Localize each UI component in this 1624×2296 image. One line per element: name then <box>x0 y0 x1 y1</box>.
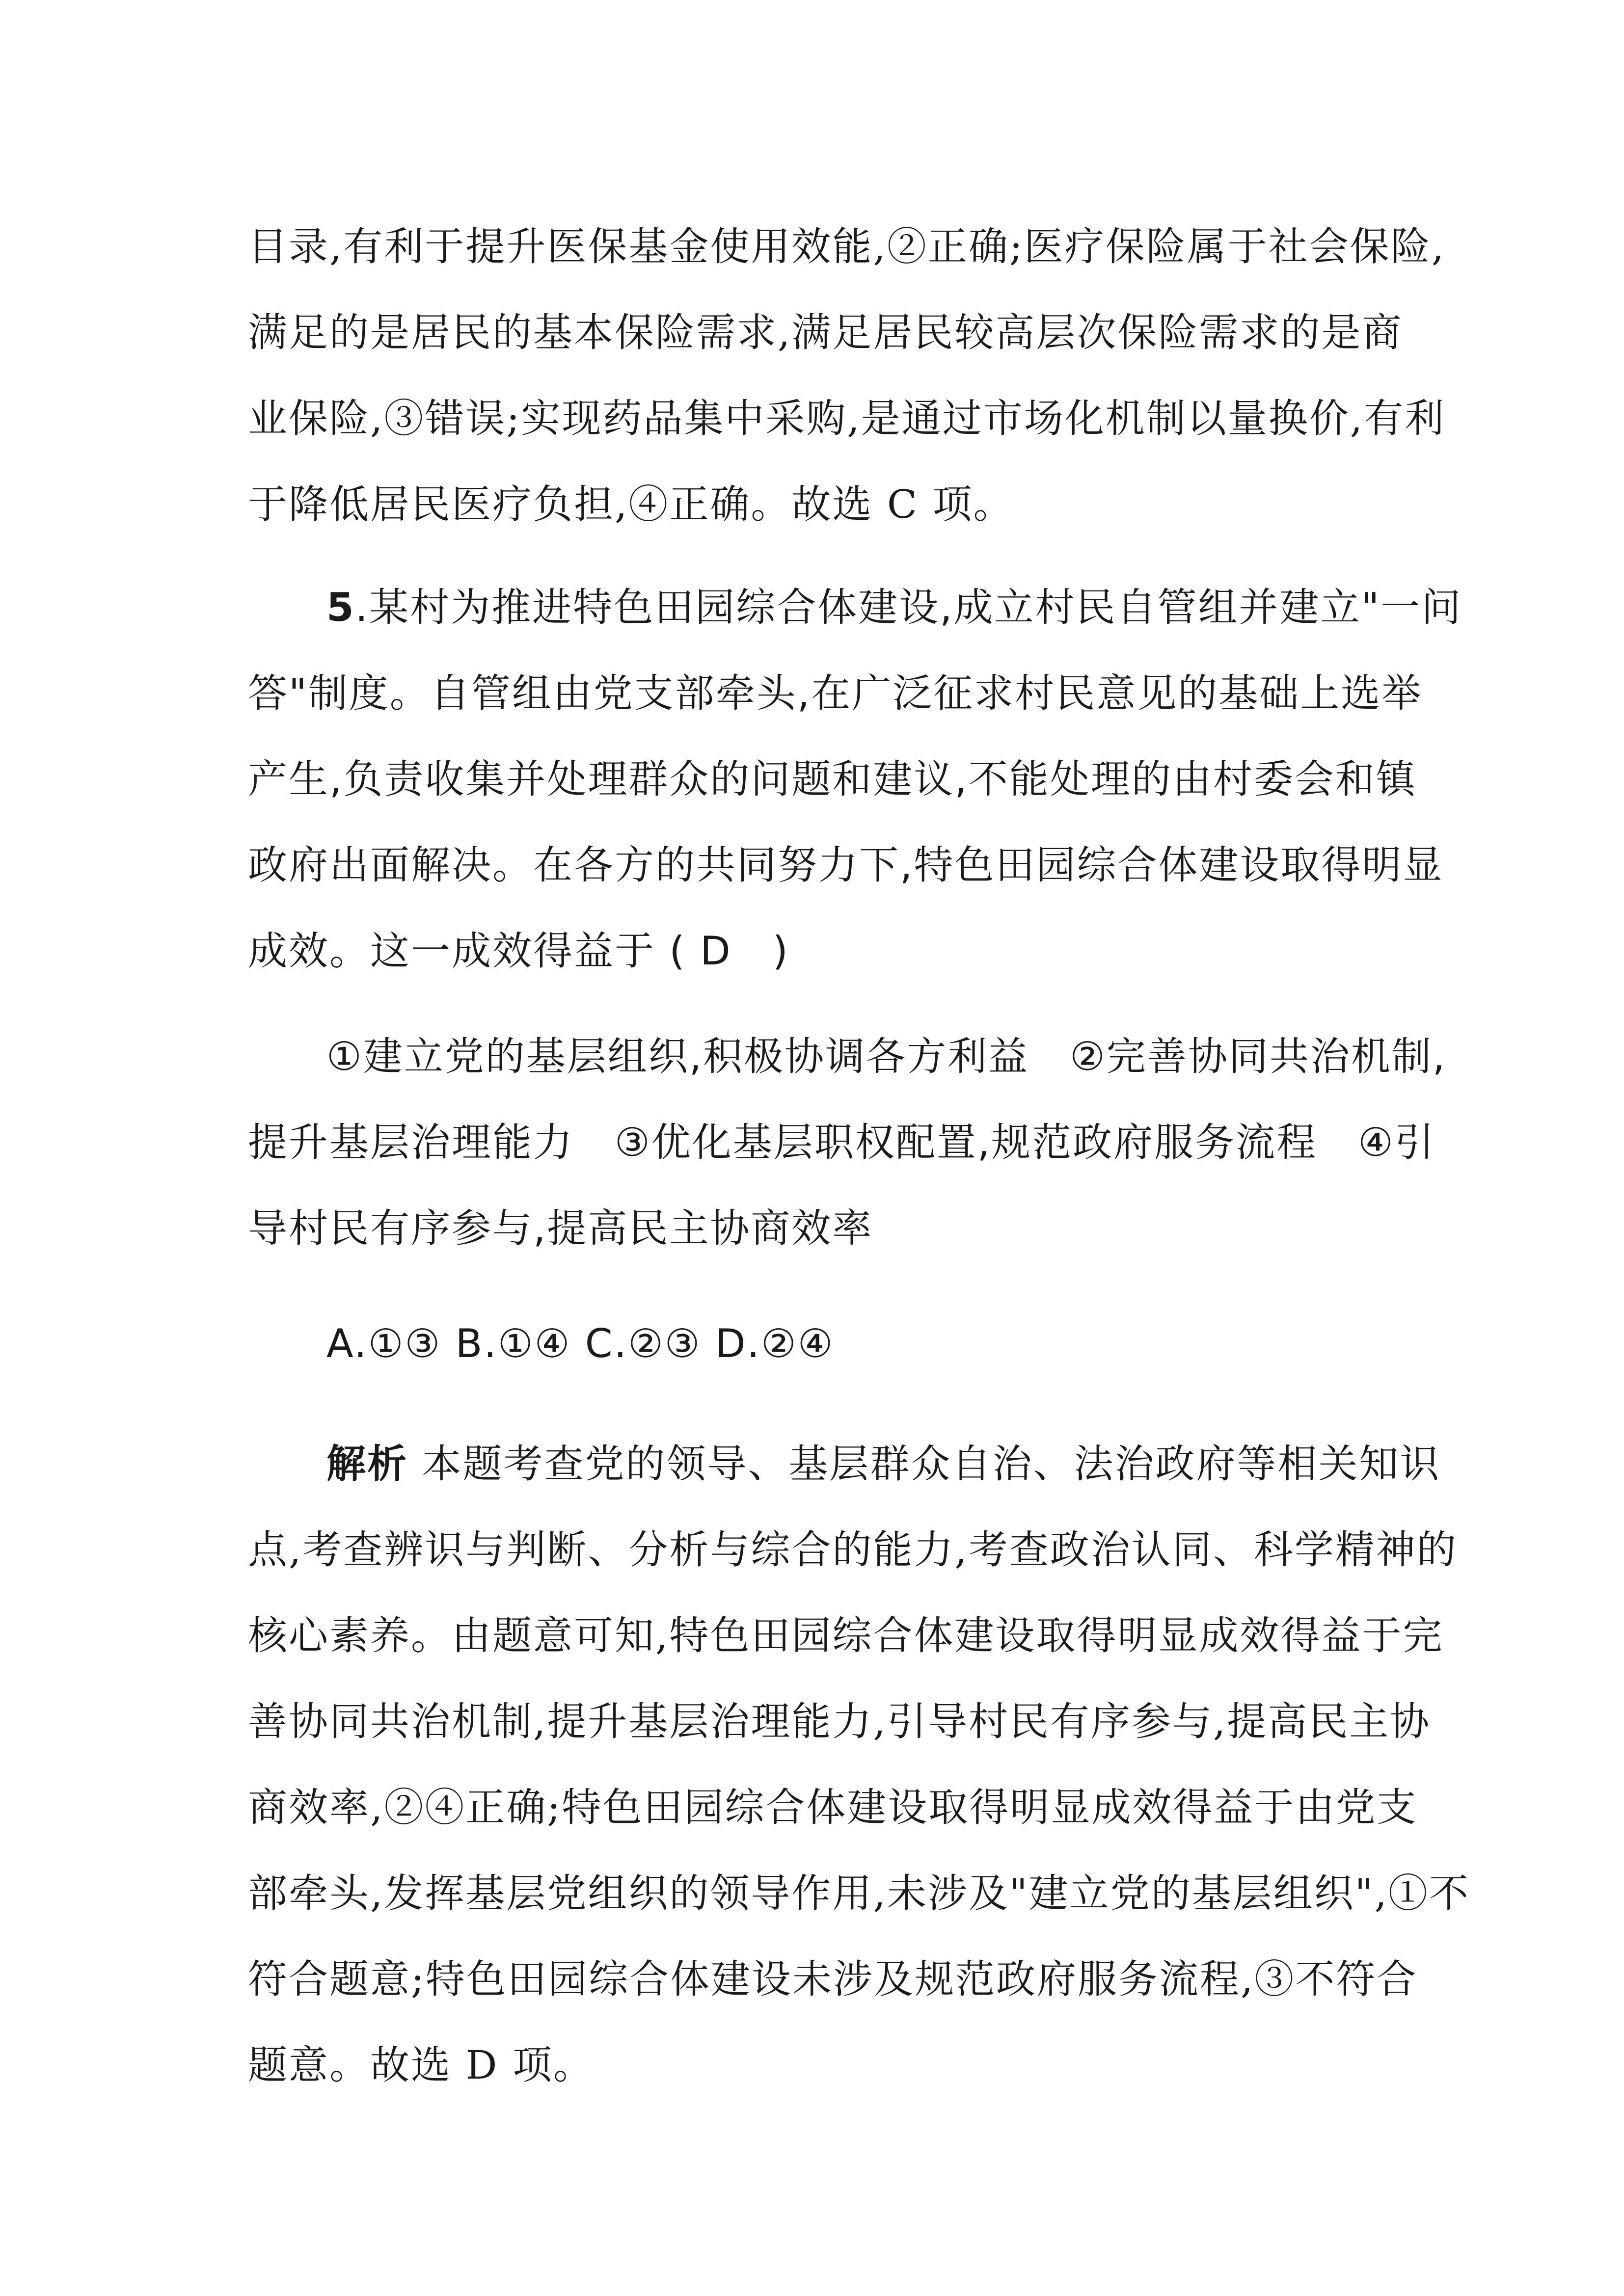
previous-analysis-line: 业保险,③错误;实现药品集中采购,是通过市场化机制以量换价,有利 <box>248 396 1446 441</box>
previous-analysis-line: 满足的是居民的基本保险需求,满足居民较高层次保险需求的是商 <box>248 310 1403 355</box>
analysis-line: 商效率,②④正确;特色田园综合体建设取得明显成效得益于由党支 <box>248 1785 1418 1830</box>
question-line: 成效。这一成效得益于 ( D ) <box>248 928 789 974</box>
question-line: 答"制度。自管组由党支部牵头,在广泛征求村民意见的基础上选举 <box>248 670 1423 716</box>
analysis-line: 点,考查辨识与判断、分析与综合的能力,考查政治认同、科学精神的 <box>248 1527 1458 1573</box>
answer-analysis <box>248 1421 1470 2108</box>
question-line: 政府出面解决。在各方的共同努力下,特色田园综合体建设取得明显 <box>248 842 1444 888</box>
statements-line: 提升基层治理能力 ③优化基层职权配置,规范政府服务流程 ④引 <box>248 1120 1435 1165</box>
question-first-line-text: .某村为推进特色田园综合体建设,成立村民自管组并建立"一问 <box>355 585 1462 630</box>
analysis-line: 善协同共治机制,提升基层治理能力,引导村民有序参与,提高民主协 <box>248 1699 1431 1744</box>
question-statements <box>248 1014 1447 1271</box>
analysis-first-line <box>248 1421 1441 1507</box>
analysis-line: 部牵头,发挥基层党组织的领导作用,未涉及"建立党的基层组织",①不 <box>248 1870 1470 1916</box>
analysis-first-line-text: 本题考查党的领导、基层群众自治、法治政府等相关知识 <box>408 1441 1441 1487</box>
analysis-label: 解析 <box>326 1441 408 1487</box>
answer-choices-line: A.①③ B.①④ C.②③ D.②④ <box>326 1321 835 1366</box>
question-line: 产生,负责收集并处理群众的问题和建议,不能处理的由村委会和镇 <box>248 756 1417 802</box>
question-number: 5 <box>326 585 355 630</box>
statements-line: ①建立党的基层组织,积极协调各方利益 ②完善协同共治机制, <box>326 1034 1447 1079</box>
analysis-line: 题意。故选 D 项。 <box>248 2042 594 2088</box>
answer-choices <box>248 1301 1392 1387</box>
previous-analysis-line: 目录,有利于提升医保基金使用效能,②正确;医疗保险属于社会保险, <box>248 224 1446 269</box>
analysis-line: 核心素养。由题意可知,特色田园综合体建设取得明显成效得益于完 <box>248 1613 1444 1658</box>
question-stem <box>248 564 1462 994</box>
analysis-line: 符合题意;特色田园综合体建设未涉及规范政府服务流程,③不符合 <box>248 1956 1418 2002</box>
previous-analysis-line: 于降低居民医疗负担,④正确。故选 C 项。 <box>248 481 1014 527</box>
statements-line: 导村民有序参与,提高民主协商效率 <box>248 1205 873 1251</box>
previous-analysis <box>248 204 1446 547</box>
question-first-line <box>248 564 1462 650</box>
